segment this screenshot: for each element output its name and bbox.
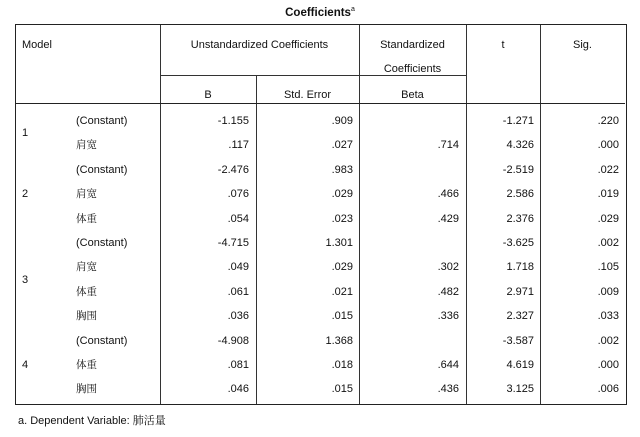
cell-std-error: .027 xyxy=(331,139,353,152)
cell-b: -4.908 xyxy=(217,334,249,347)
cell-t: -1.271 xyxy=(502,115,534,127)
cell-beta: .436 xyxy=(437,383,459,396)
row-label: 体重 xyxy=(76,359,97,371)
cell-b: .076 xyxy=(227,188,249,201)
row-label: 肩宽 xyxy=(76,139,97,152)
cell-sig: .029 xyxy=(597,212,619,225)
model-number: 4 xyxy=(22,359,29,371)
cell-b: .046 xyxy=(227,383,249,396)
title-footnote-mark: a xyxy=(350,6,355,13)
cell-sig: .009 xyxy=(597,285,619,298)
header-t: t xyxy=(501,39,505,51)
row-label: (Constant) xyxy=(76,163,128,176)
cell-b: .061 xyxy=(227,285,249,298)
cell-t: 4.326 xyxy=(506,139,534,152)
cell-std-error: .018 xyxy=(331,359,353,371)
header-standardized-1: Standardized xyxy=(380,39,445,51)
cell-std-error: .015 xyxy=(331,310,353,323)
cell-sig: .019 xyxy=(597,188,619,201)
cell-std-error: .029 xyxy=(331,261,353,274)
cell-beta: .714 xyxy=(437,139,459,152)
cell-b: .049 xyxy=(227,261,249,274)
model-number: 2 xyxy=(22,188,29,201)
cell-sig: .220 xyxy=(597,115,619,127)
table-title-text: Coefficients xyxy=(285,6,351,19)
cell-beta: .429 xyxy=(437,212,459,225)
cell-t: 1.718 xyxy=(506,261,534,274)
row-label: 体重 xyxy=(76,212,97,225)
cell-t: 2.327 xyxy=(506,310,534,323)
cell-sig: .022 xyxy=(597,163,619,176)
row-label: (Constant) xyxy=(76,334,128,347)
cell-std-error: .015 xyxy=(331,383,353,396)
cell-std-error: .029 xyxy=(331,188,353,201)
header-sig: Sig. xyxy=(573,39,592,51)
cell-std-error: .023 xyxy=(331,212,353,225)
row-label: (Constant) xyxy=(76,115,128,127)
row-label: 体重 xyxy=(76,285,97,298)
cell-t: -2.519 xyxy=(502,163,534,176)
cell-std-error: 1.301 xyxy=(325,237,353,249)
cell-beta: .644 xyxy=(437,359,459,371)
model-number: 3 xyxy=(22,273,29,286)
cell-beta: .482 xyxy=(437,285,459,298)
cell-b: .036 xyxy=(227,310,249,323)
cell-sig: .000 xyxy=(597,359,619,371)
cell-b: .117 xyxy=(228,139,249,152)
cell-sig: .002 xyxy=(597,334,619,347)
cell-t: -3.587 xyxy=(502,334,534,347)
cell-b: .054 xyxy=(227,212,249,225)
cell-t: 4.619 xyxy=(506,359,534,371)
cell-sig: .006 xyxy=(597,383,619,396)
row-label: 胸围 xyxy=(76,310,97,323)
cell-std-error: .021 xyxy=(331,285,353,298)
cell-sig: .033 xyxy=(597,310,619,323)
header-std-error: Std. Error xyxy=(283,89,332,101)
table-title xyxy=(0,6,640,19)
cell-b: -2.476 xyxy=(217,163,249,176)
cell-t: -3.625 xyxy=(502,237,534,249)
cell-sig: .002 xyxy=(597,237,619,249)
cell-b: -4.715 xyxy=(217,237,249,249)
cell-sig: .000 xyxy=(597,139,619,152)
footnote: a. Dependent Variable: 肺活量 xyxy=(18,415,166,427)
row-label: 肩宽 xyxy=(76,261,97,274)
cell-std-error: .983 xyxy=(331,163,353,176)
header-beta: Beta xyxy=(401,89,424,101)
model-number: 1 xyxy=(22,127,29,140)
cell-t: 2.376 xyxy=(506,212,534,225)
cell-t: 3.125 xyxy=(506,383,534,396)
cell-beta: .466 xyxy=(437,188,459,201)
row-label: 肩宽 xyxy=(76,188,97,201)
cell-b: -1.155 xyxy=(217,115,249,127)
cell-beta: .302 xyxy=(437,261,459,274)
header-model: Model xyxy=(22,39,52,51)
header-unstandardized: Unstandardized Coefficients xyxy=(190,39,329,51)
header-b: B xyxy=(204,89,212,101)
cell-t: 2.971 xyxy=(506,285,534,298)
cell-b: .081 xyxy=(227,359,249,371)
coefficients-table xyxy=(15,24,627,405)
cell-t: 2.586 xyxy=(506,188,534,201)
header-standardized-2: Coefficients xyxy=(383,63,442,75)
cell-std-error: .909 xyxy=(331,115,353,127)
row-label: 胸围 xyxy=(76,383,97,396)
cell-std-error: 1.368 xyxy=(325,334,353,347)
cell-sig: .105 xyxy=(597,261,619,274)
cell-beta: .336 xyxy=(437,310,459,323)
header-bottom-rule xyxy=(16,103,625,104)
row-label: (Constant) xyxy=(76,237,128,249)
